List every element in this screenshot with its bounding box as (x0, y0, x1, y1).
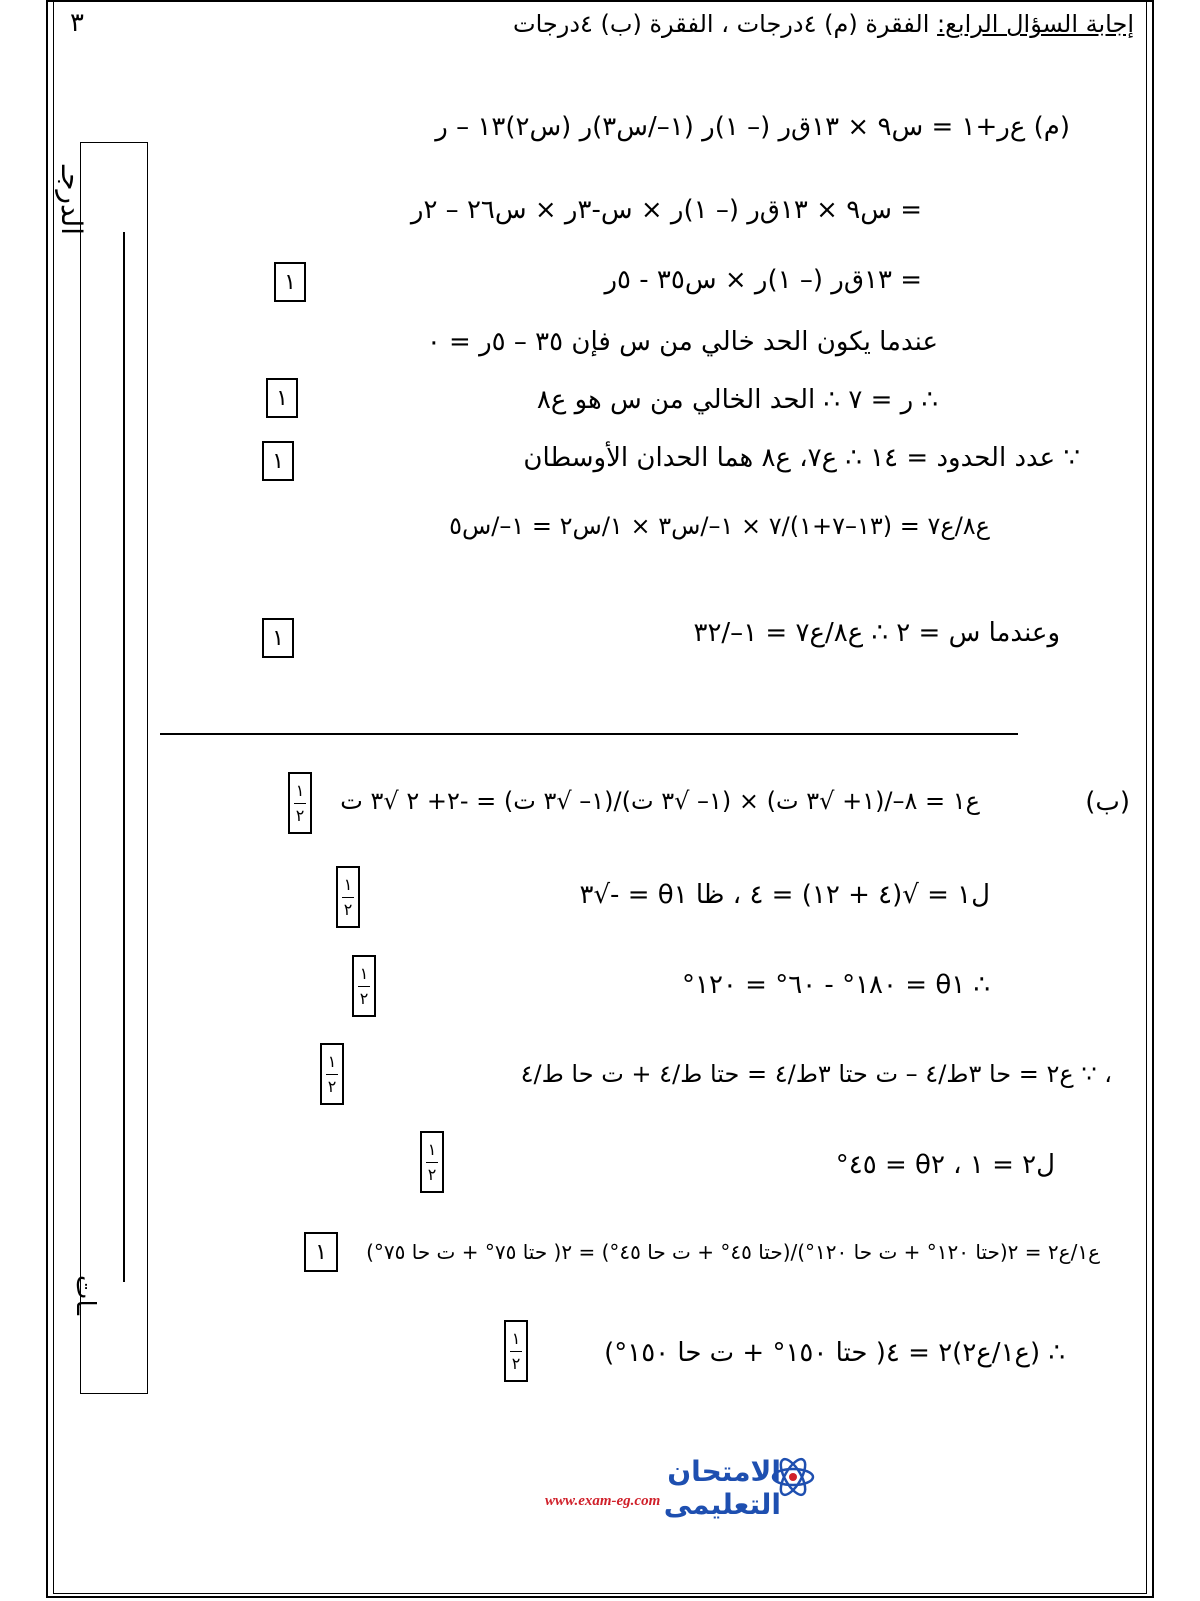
part-b-line-3: ∴ θ١ = ١٨٠° - ٦٠° = ١٢٠° (681, 970, 990, 1000)
part-b-line-2: ل١ = √(٤ + ١٢) = ٤ ، ظا θ١ = -√٣ (579, 880, 990, 910)
half-num: ١ (327, 1051, 337, 1071)
score-box: ١ (262, 441, 294, 481)
marks-column (80, 142, 148, 1394)
page-number: ٣ (70, 8, 84, 38)
part-a-line-3: = ١٣ق‌ر (– ١)ر × س٣٥ - ٥ر (604, 265, 922, 295)
part-a-line-7: ع٨/ع٧ = (١٣–٧+١)/٧ × ١–/س٣ × ١/س٢ = ١–/س٥ (449, 512, 990, 540)
marks-line (123, 232, 125, 1282)
header-rest: الفقرة (م) ٤درجات ، الفقرة (ب) ٤درجات (512, 10, 938, 38)
section-divider (160, 733, 1018, 735)
score-box: ١ (266, 378, 298, 418)
part-a-line-2: = س٩ × ١٣ق‌ر (– ١)ر × س-٣ر × س٢٦ – ٢ر (410, 195, 922, 225)
header-title: إجابة السؤال الرابع: (937, 10, 1134, 38)
part-b-line-7: ∴ (ع١/ع٢)٢ = ٤( حتا ١٥٠° + ت حا ١٥٠°) (604, 1338, 1065, 1368)
part-a-line-1: (م) ع‌ر+١ = س٩ × ١٣ق‌ر (– ١)ر (١–/س٣)ر (س٢)١٣ – ر (435, 112, 1070, 142)
half-den: ٢ (427, 1164, 437, 1184)
half-score-box (420, 1131, 444, 1193)
half-score-box (336, 866, 360, 928)
score-box: ١ (304, 1232, 338, 1272)
half-den: ٢ (511, 1353, 521, 1373)
score-box: ١ (274, 262, 306, 302)
part-a-line-8: وعندما س = ٢ ∴ ع٨/ع٧ = ١–/٣٢ (693, 618, 1060, 648)
half-num: ١ (343, 874, 353, 894)
half-den: ٢ (295, 805, 305, 825)
half-num: ١ (359, 963, 369, 983)
part-b-label: (ب) (1085, 787, 1130, 817)
marks-label-top: الدرجـ (55, 165, 88, 236)
half-num: ١ (295, 780, 305, 800)
half-score-box (504, 1320, 528, 1382)
half-score-box (288, 772, 312, 834)
half-score-box (320, 1043, 344, 1105)
part-a-line-4: عندما يكون الحد خالي من س فإن ٣٥ – ٥ر = ٠ (426, 327, 938, 357)
half-den: ٢ (343, 899, 353, 919)
part-b-line-5: ل٢ = ١ ، θ٢ = ٤٥° (835, 1150, 1055, 1180)
part-b-line-6: ع١/ع٢ = ٢(حتا ١٢٠° + ت حا ١٢٠°)/(حتا ٤٥° + ت حا ٤٥°) = ٢( حتا ٧٥° + ت حا ٧٥°) (366, 1240, 1100, 1264)
half-score-box (352, 955, 376, 1017)
half-num: ١ (427, 1139, 437, 1159)
half-den: ٢ (359, 988, 369, 1008)
marks-label-bottom: ـات (70, 1275, 100, 1316)
half-num: ١ (511, 1328, 521, 1348)
page-header (513, 10, 1134, 39)
site-logo (545, 1455, 825, 1521)
part-b-line-4: ، ∵ ع٢ = حا ٣ط/٤ – ت حتا ٣ط/٤ = حتا ط/٤ + ت حا ط/٤ (520, 1060, 1112, 1088)
score-box: ١ (262, 618, 294, 658)
part-a-line-5: ∴ ر = ٧ ∴ الحد الخالي من س هو ع٨ (536, 385, 938, 415)
logo-url: www.exam-eg.com (545, 1493, 661, 1509)
half-den: ٢ (327, 1076, 337, 1096)
part-b-line-1: ع١ = ٨–/(١+ √٣ ت) × (١– √٣ ت)/(١– √٣ ت) = -٢+ ٢ √٣ ت (340, 787, 980, 815)
logo-text: الامتحان التعليمى (663, 1455, 781, 1521)
part-a-line-6: ∵ عدد الحدود = ١٤ ∴ ع٧، ع٨ هما الحدان الأوسطان (523, 443, 1080, 473)
